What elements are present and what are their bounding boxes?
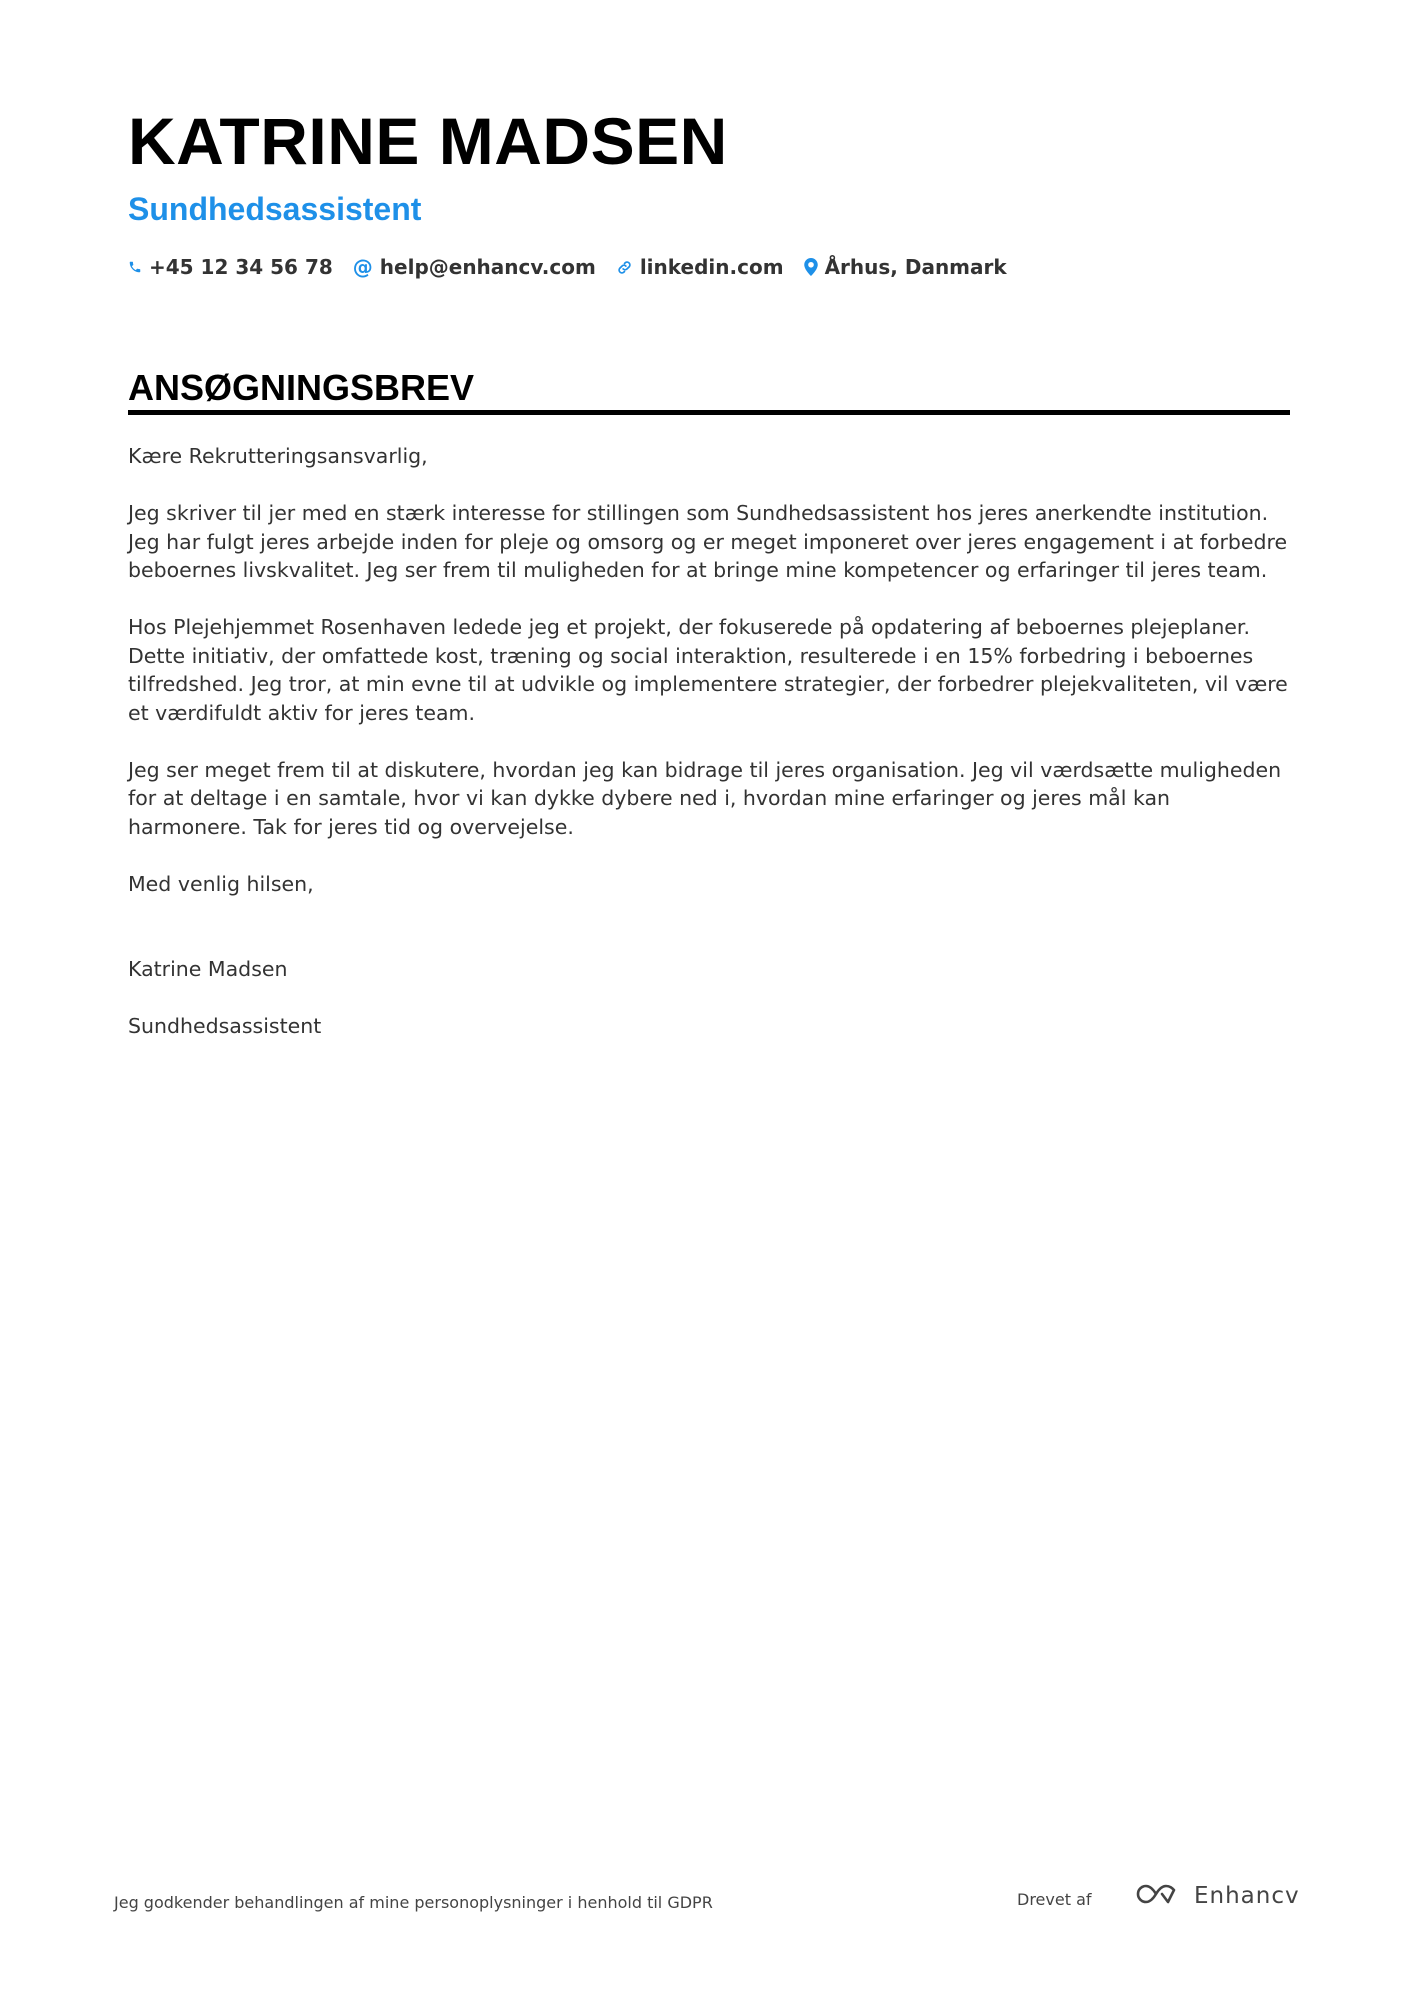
gdpr-consent: Jeg godkender behandlingen af mine personoplysninger i henhold til GDPR [114, 1893, 713, 1912]
candidate-name: KATRINE MADSEN [128, 104, 728, 178]
contact-email-text: help@enhancv.com [379, 255, 596, 279]
contact-linkedin[interactable] [616, 255, 784, 279]
contact-phone[interactable] [128, 255, 333, 279]
signature-name: Katrine Madsen [128, 957, 288, 981]
contact-phone-text: +45 12 34 56 78 [149, 255, 333, 279]
section-title: ANSØGNINGSBREV [128, 367, 475, 408]
letter-paragraph: Jeg skriver til jer med en stærk interesse for stillingen som Sundhedsassistent hos jeres anerkendte institution. Jeg har fulgt jeres arbejde inden for pleje og omsorg og er meget imponeret over jeres engagement i at forbedre beboernes livskvalitet. Jeg ser frem til muligheden for at bringe mine kompetencer og erfaringer til jeres team. [128, 501, 1288, 582]
enhancv-logo[interactable] [1136, 1882, 1300, 1910]
contact-bar [128, 255, 1007, 279]
brand-name: Enhancv [1194, 1883, 1300, 1909]
letter-signoff: Med venlig hilsen, [128, 871, 314, 896]
link-icon [616, 259, 633, 276]
signature-title: Sundhedsassistent [128, 1014, 322, 1038]
contact-location[interactable] [804, 255, 1007, 279]
letter-body [128, 442, 1293, 1041]
at-icon: @ [352, 255, 373, 279]
location-pin-icon [804, 258, 818, 276]
contact-linkedin-text: linkedin.com [639, 255, 784, 279]
letter-paragraph: Hos Plejehjemmet Rosenhaven ledede jeg et projekt, der fokuserede på opdatering af beboernes plejeplaner. Dette initiativ, der omfattede kost, træning og social interaktion, resulterede i en 15% forbedring i beboernes tilfredshed. Jeg tror, at min evne til at udvikle og implementere strategier, der forbedrer plejekvaliteten, vil være et værdifuldt aktiv for jeres team. [128, 615, 1288, 725]
enhancv-logo-icon [1136, 1882, 1182, 1910]
section-divider [128, 410, 1290, 415]
contact-email[interactable] [353, 255, 596, 279]
powered-by-label: Drevet af [1017, 1890, 1092, 1909]
letter-paragraph: Jeg ser meget frem til at diskutere, hvordan jeg kan bidrage til jeres organisation. Jeg vil værdsætte muligheden for at deltage i en samtale, hvor vi kan dykke dybere ned i, hvordan mine erfaringer og jeres mål kan harmonere. Tak for jeres tid og overvejelse. [128, 757, 1282, 839]
letter-greeting: Kære Rekrutteringsansvarlig, [128, 444, 428, 468]
phone-icon [128, 260, 142, 274]
candidate-role: Sundhedsassistent [128, 191, 422, 227]
contact-location-text: Århus, Danmark [824, 255, 1007, 279]
